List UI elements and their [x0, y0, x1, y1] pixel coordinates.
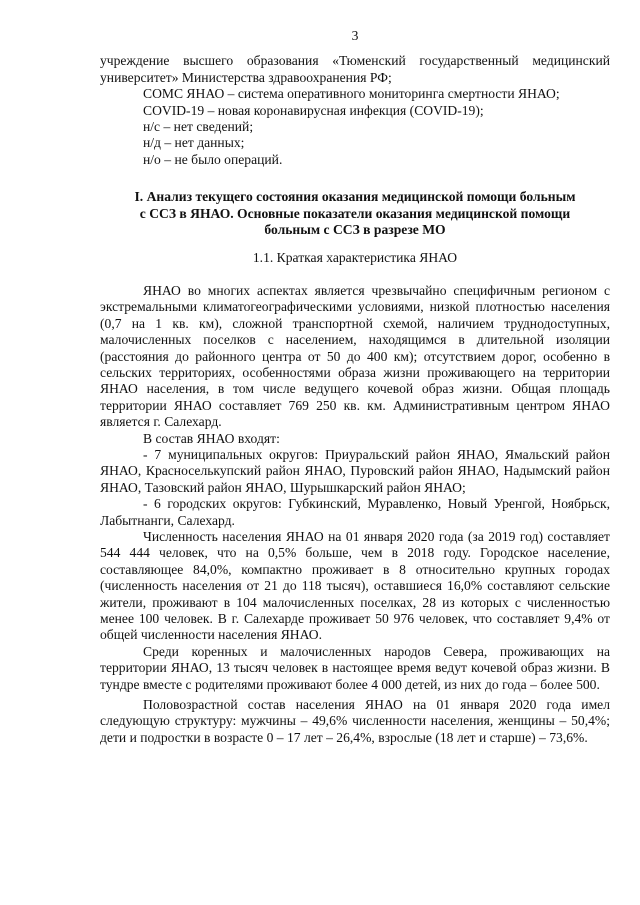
abbreviation-continuation: учреждение высшего образования «Тюменский государственный медицинский университет» Министерства здравоохранения РФ;: [100, 53, 610, 85]
paragraph-age-sex-structure: Половозрастной состав населения ЯНАО на 01 января 2020 года имел следующую структуру: мужчины – 49,6% численности населения, женщины – 50,4%; дети и подростки в возрасте 0 – 17 лет – 26,4%, взрослые (18 лет и старше) – 73,6%.: [100, 697, 610, 745]
abbreviation-ns: н/с – нет сведений;: [143, 119, 254, 135]
document-page: [100, 28, 610, 746]
subsection-heading: 1.1. Краткая характеристика ЯНАО: [252, 250, 458, 266]
abbreviation-nd: н/д – нет данных;: [143, 135, 245, 151]
section-heading-line: I. Анализ текущего состояния оказания медицинской помощи больным: [134, 189, 576, 205]
paragraph-city-districts: - 6 городских округов: Губкинский, Муравленко, Новый Уренгой, Ноябрьск, Лабытнанги, Салехард.: [100, 496, 610, 528]
abbreviation-covid: COVID-19 – новая коронавирусная инфекция (COVID-19);: [143, 102, 484, 118]
section-heading: [100, 189, 610, 238]
paragraph-overview: ЯНАО во многих аспектах является чрезвычайно специфичным регионом с экстремальными климатогеографическими условиями, низкой плотностью населения (0,7 на 1 кв. км), сложной транспортной схемой, наличием труднодоступных, малочисленных поселков с населением, находящимся в длительной изоляции (расстояния до районного центра от 50 до 400 км); отсутствием дорог, особенно в сельских территориях, особенностями образа жизни проживающего на территории ЯНАО населения, в том числе ведущего кочевой образ жизни. Общая площадь территории ЯНАО составляет 769 250 кв. км. Административным центром ЯНАО является г. Салехард.: [100, 282, 610, 430]
paragraph-indigenous: Среди коренных и малочисленных народов Севера, проживающих на территории ЯНАО, 13 тысяч человек в настоящее время ведут кочевой образ жизни. В тундре вместе с родителями проживают более 4 000 детей, из них до года – более 500.: [100, 643, 610, 692]
page-number: 3: [351, 28, 359, 43]
paragraph-composition-intro: В состав ЯНАО входят:: [143, 430, 280, 446]
paragraph-population: Численность населения ЯНАО на 01 января 2020 года (за 2019 год) составляет 544 444 человек, что на 0,5% больше, чем в 2018 году. Городское население, составляющее 84,0%, компактно проживает в 8 относительно крупных городах (численность населения от 21 до 118 тысяч), оставшиеся 16,0% составляют сельские жители, проживают в 104 малочисленных поселках, 28 из которых с численностью менее 100 человек. В г. Салехарде проживает 50 976 человек, что составляет 9,4% от общей численности населения ЯНАО.: [100, 528, 610, 643]
paragraph-municipal-districts: - 7 муниципальных округов: Приуральский район ЯНАО, Ямальский район ЯНАО, Красноселькупский район ЯНАО, Пуровский район ЯНАО, Надымский район ЯНАО, Тазовский район ЯНАО, Шурышкарский район ЯНАО;: [100, 446, 610, 495]
section-heading-line: больным с ССЗ в разрезе МО: [264, 222, 446, 238]
abbreviation-soms: СОМС ЯНАО – система оперативного мониторинга смертности ЯНАО;: [143, 86, 560, 102]
section-heading-line: с ССЗ в ЯНАО. Основные показатели оказания медицинской помощи: [139, 205, 571, 221]
abbreviation-no: н/о – не было операций.: [143, 151, 283, 167]
